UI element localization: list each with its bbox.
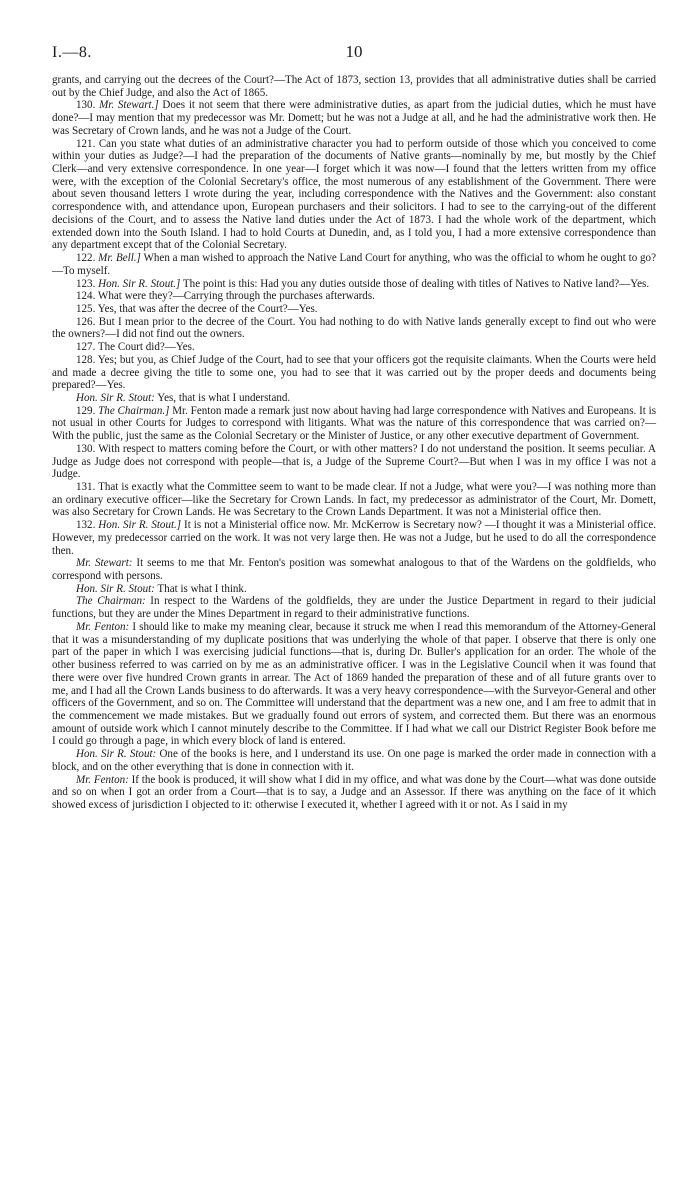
paragraph-text: In respect to the Wardens of the goldfields, they are under the Justice Department in regard to their judicial functions, but they are under the Mines Department in regard to their administrative functions. — [52, 595, 656, 621]
paragraph — [52, 583, 656, 596]
paragraph — [52, 99, 656, 137]
paragraph — [52, 774, 656, 812]
paragraph — [52, 621, 656, 748]
question-number: 121. — [76, 137, 96, 150]
speaker-name: Hon. Sir R. Stout.] — [98, 519, 182, 532]
paragraph-text: That is exactly what the Committee seem to want to be made clear. If not a Judge, what were you?—I was nothing more than an ordinary executive officer—like the Secretary for Crown Lands. In fact, my predecessor as administrator of the Court, Mr. Domett, was also Secretary for Crown Lands. He was Secretary to the Crown Lands Department. It was not a Ministerial office then. — [52, 481, 656, 519]
speaker-name: Mr. Bell.] — [98, 252, 141, 265]
paragraph-text: If the book is produced, it will show what I did in my office, and what was done by the Court—what was done outside and so on when I got an order from a Court—that is to say, a Judge and an Assessor. If there was anything on the face of it which showed excess of jurisdiction I objected to it: otherwise I executed it, whether I agreed with it or not. As I said in my — [52, 773, 656, 811]
paragraph-text: That is what I think. — [154, 582, 247, 595]
paragraph — [52, 341, 656, 354]
paragraph-text: With respect to matters coming before the Court, or with other matters? I do not understand the position. It seems peculiar. A Judge as Judge does not correspond with people—that is, a Judge of the Supreme Court?—But when I was in my office I was not a Judge. — [52, 442, 656, 481]
speaker-name: Hon. Sir R. Stout: — [76, 582, 155, 595]
paragraph — [52, 748, 656, 773]
speaker-name: Hon. Sir R. Stout: — [76, 391, 155, 404]
question-number: 129. — [76, 404, 96, 417]
paragraph-text: But I mean prior to the decree of the Court. You had nothing to do with Native lands generally except to find out who were the owners?—I did not find out the owners. — [52, 315, 656, 341]
page-header — [52, 40, 656, 74]
question-number: 126. — [76, 315, 96, 328]
question-number: 131. — [76, 481, 96, 493]
paragraph-text: Can you state what duties of an administrative character you had to perform outside of those which you conceived to come within your duties as Judge?—I had the preparation of the documents of Native grants—nominally by me, but mostly by the Chief Clerk—and very extensive correspondence. In one year—I forget which it was now—I found that the letters written from my office were, with the exception of the Colonial Secretary's office, the most numerous of any establishment of the Government. There were about seven thousand letters I wrote during the year, including correspondence with the Natives and the Government: also constant correspondence with, and attendance upon, European purchasers and their solicitors. I had to see to the carrying-out of the different decisions of the Court, and to assess the Native land duties under the Act of 1873. I had the whole work of the department, which extended down into the South Island. I had to hold Courts at Dunedin, and, as I told you, I had a more extensive correspondence than any department except that of the Colonial Secretary. — [52, 137, 656, 252]
paragraph — [52, 595, 656, 620]
paragraph — [52, 354, 656, 392]
paragraph-text: The point is this: Had you any duties outside those of dealing with titles of Natives to Native land?—Yes. — [180, 277, 650, 290]
paragraph-text: It seems to me that Mr. Fenton's position was somewhat analogous to that of the Wardens on the goldfields, who correspond with persons. — [52, 557, 656, 583]
question-number: 130. — [76, 99, 96, 112]
speaker-name: Mr. Fenton: — [76, 620, 130, 633]
speaker-name: Mr. Stewart.] — [99, 99, 159, 112]
paragraph — [52, 443, 656, 481]
question-number: 132. — [76, 519, 96, 532]
question-number: 125. — [76, 302, 96, 315]
paragraph-text: The Court did?—Yes. — [95, 341, 195, 354]
paragraph-text: Yes; but you, as Chief Judge of the Court, had to see that your officers got the requisite claimants. When the Courts were held and made a decree giving the title to some one, you had to see that it was carried out by the proper deeds and documents being prepared?—Yes. — [52, 353, 656, 392]
question-number: 124. — [76, 290, 96, 303]
paragraph — [52, 278, 656, 291]
page-number: 10 — [345, 42, 363, 61]
speaker-name: The Chairman.] — [98, 404, 170, 417]
speaker-name: Mr. Stewart: — [76, 557, 133, 570]
paragraph-text: I should like to make my meaning clear, because it struck me when I read this memorandum of the Attorney-General that it was a misunderstanding of my duplicate positions that was underlying the whole of that paper. I observe that there is only one part of the paper in which I was exercising judicial functions—that is, during Dr. Buller's application for an order. The whole of the other business referred to was carried on by me as an administrative officer. I was in the Legislative Council when it was found that there were over five hundred Crown grants in arrear. The Act of 1869 handed the preparation of these and of all future grants over to me, and I had all the Crown Lands business to do afterwards. It was a very heavy correspondence—with the Surveyor-General and other officers of the Government, and so on. The Committee will understand that the department was a new one, and I am free to admit that in the commencement we made mistakes. But we gradually found out errors of system, and corrected them. But there was an enormous amount of outside work which I cannot minutely describe to the Committee. If I had what we call our District Register Book before me I could go through a page, in which every block of land is entered. — [52, 620, 656, 748]
paragraph-text: Yes, that was after the decree of the Court?—Yes. — [95, 302, 318, 315]
paragraph — [52, 557, 656, 582]
paragraph — [52, 316, 656, 341]
speaker-name: Hon. Sir R. Stout.] — [98, 277, 181, 290]
document-body — [52, 74, 656, 812]
paragraph-text: Yes, that is what I understand. — [154, 391, 291, 404]
question-number: 122. — [76, 252, 96, 265]
question-number: 128. — [76, 353, 96, 366]
speaker-name: The Chairman: — [76, 595, 146, 608]
speaker-name: Mr. Fenton: — [76, 773, 129, 786]
paragraph — [52, 74, 656, 99]
paragraph-text: Does it not seem that there were administrative duties, as apart from the judicial duties, which he must have done?—I may mention that my predecessor was Mr. Domett; but he was not a Judge at all, and he had the administrative work then. He was Secretary of Crown lands, and he was not a Judge of the Court. — [52, 99, 656, 137]
paragraph — [52, 481, 656, 519]
question-number: 130. — [76, 442, 96, 455]
paragraph-text: When a man wished to approach the Native Land Court for anything, who was the official to whom he ought to go?—To myself. — [52, 252, 656, 277]
paragraph — [52, 303, 656, 316]
paragraph-text: grants, and carrying out the decrees of the Court?—The Act of 1873, section 13, provides that all administrative duties shall be carried out by the Chief Judge, and also the Act of 1865. — [52, 74, 656, 99]
paragraph-text: It is not a Ministerial office now. Mr. McKerrow is Secretary now? —I thought it was a Ministerial office. However, my predecessor carried on the work. It was not very large then. He was not a Judge, but he used to do all the correspondence then. — [52, 519, 656, 557]
paragraph — [52, 392, 656, 405]
paragraph — [52, 252, 656, 277]
speaker-name: Hon. Sir R. Stout: — [76, 748, 157, 761]
paragraph-text: What were they?—Carrying through the purchases afterwards. — [95, 290, 375, 303]
paragraph-text: Mr. Fenton made a remark just now about having had large correspondence with Natives and Europeans. It is not usual in other Courts for Judges to correspond with litigants. What was the nature of this correspondence that was carried on?—With the public, just the same as the Colonial Secretary or the Minister of Justice, or any other executive department of Government. — [52, 404, 656, 443]
paragraph — [52, 290, 656, 303]
document-reference: I.—8. — [52, 44, 92, 61]
paragraph — [52, 138, 656, 252]
question-number: 123. — [76, 277, 96, 290]
paragraph — [52, 519, 656, 557]
paragraph-text: One of the books is here, and I understand its use. On one page is marked the order made in connection with a block, and on the other everything that is done in connection with it. — [52, 748, 656, 773]
question-number: 127. — [76, 341, 96, 354]
paragraph — [52, 405, 656, 443]
